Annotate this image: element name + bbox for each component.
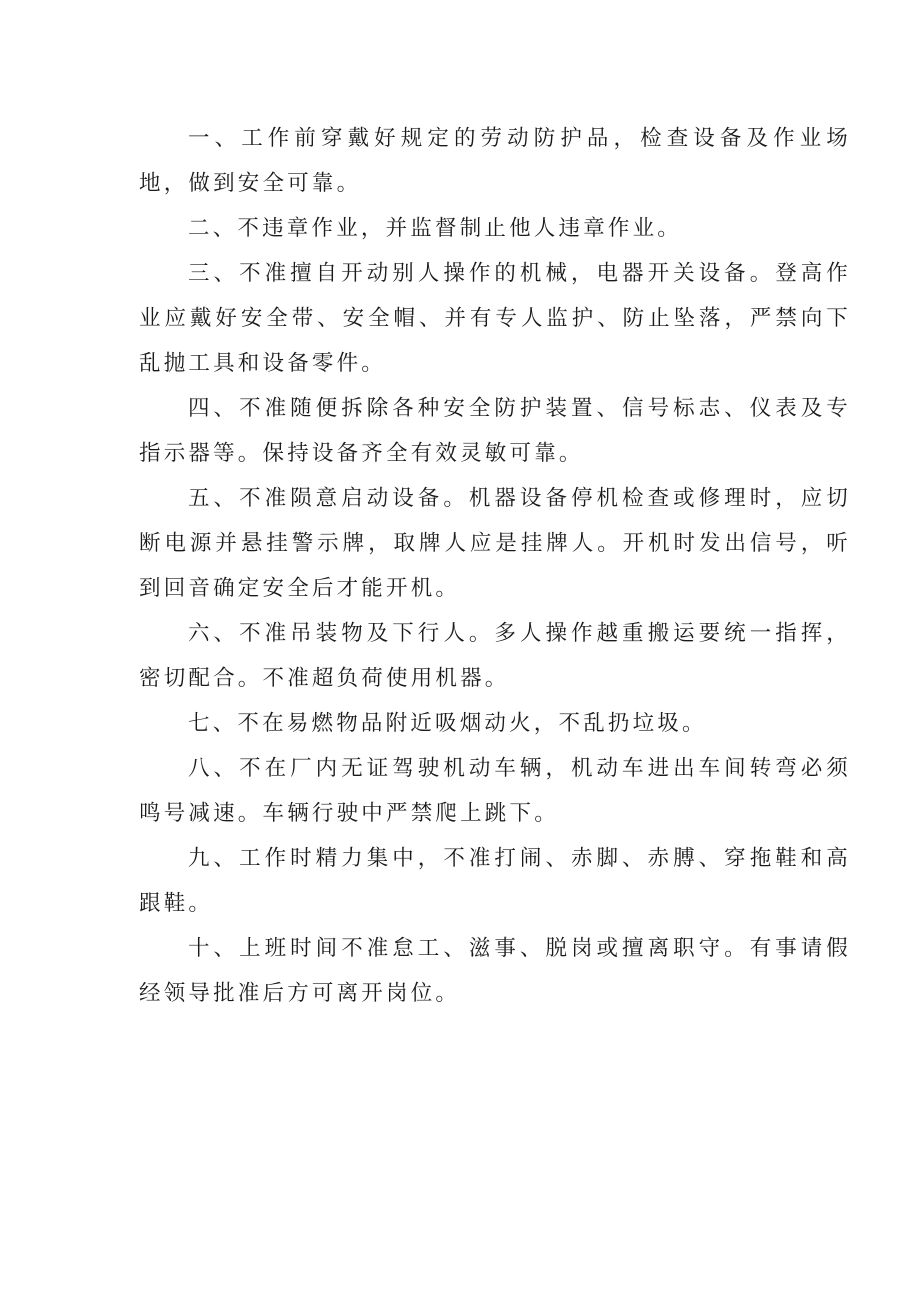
rule-paragraph-8: 八、不在厂内无证驾驶机动车辆，机动车进出车间转弯必须鸣号减速。车辆行驶中严禁爬上跳下。	[139, 756, 851, 826]
rule-paragraph-6: 六、不准吊装物及下行人。多人操作越重搬运要统一指挥，密切配合。不准超负荷使用机器。	[139, 621, 851, 691]
document-body	[139, 116, 851, 1016]
rule-paragraph-1: 一、工作前穿戴好规定的劳动防护品，检查设备及作业场地，做到安全可靠。	[139, 126, 851, 196]
rule-paragraph-4: 四、不准随便拆除各种安全防护装置、信号标志、仪表及专指示器等。保持设备齐全有效灵敏可靠。	[139, 396, 851, 466]
rule-paragraph-10: 十、上班时间不准怠工、滋事、脱岗或擅离职守。有事请假经领导批准后方可离开岗位。	[139, 936, 851, 1006]
rule-paragraph-2: 二、不违章作业，并监督制止他人违章作业。	[188, 216, 683, 241]
rule-paragraph-3: 三、不准擅自开动别人操作的机械，电器开关设备。登高作业应戴好安全带、安全帽、并有专人监护、防止坠落，严禁向下乱抛工具和设备零件。	[139, 261, 851, 376]
rule-paragraph-7: 七、不在易燃物品附近吸烟动火，不乱扔垃圾。	[188, 711, 707, 736]
rule-paragraph-9: 九、工作时精力集中，不准打闹、赤脚、赤膊、穿拖鞋和高跟鞋。	[139, 846, 851, 916]
rule-paragraph-5: 五、不准陨意启动设备。机器设备停机检查或修理时，应切断电源并悬挂警示牌，取牌人应是挂牌人。开机时发出信号，听到回音确定安全后才能开机。	[139, 486, 851, 601]
